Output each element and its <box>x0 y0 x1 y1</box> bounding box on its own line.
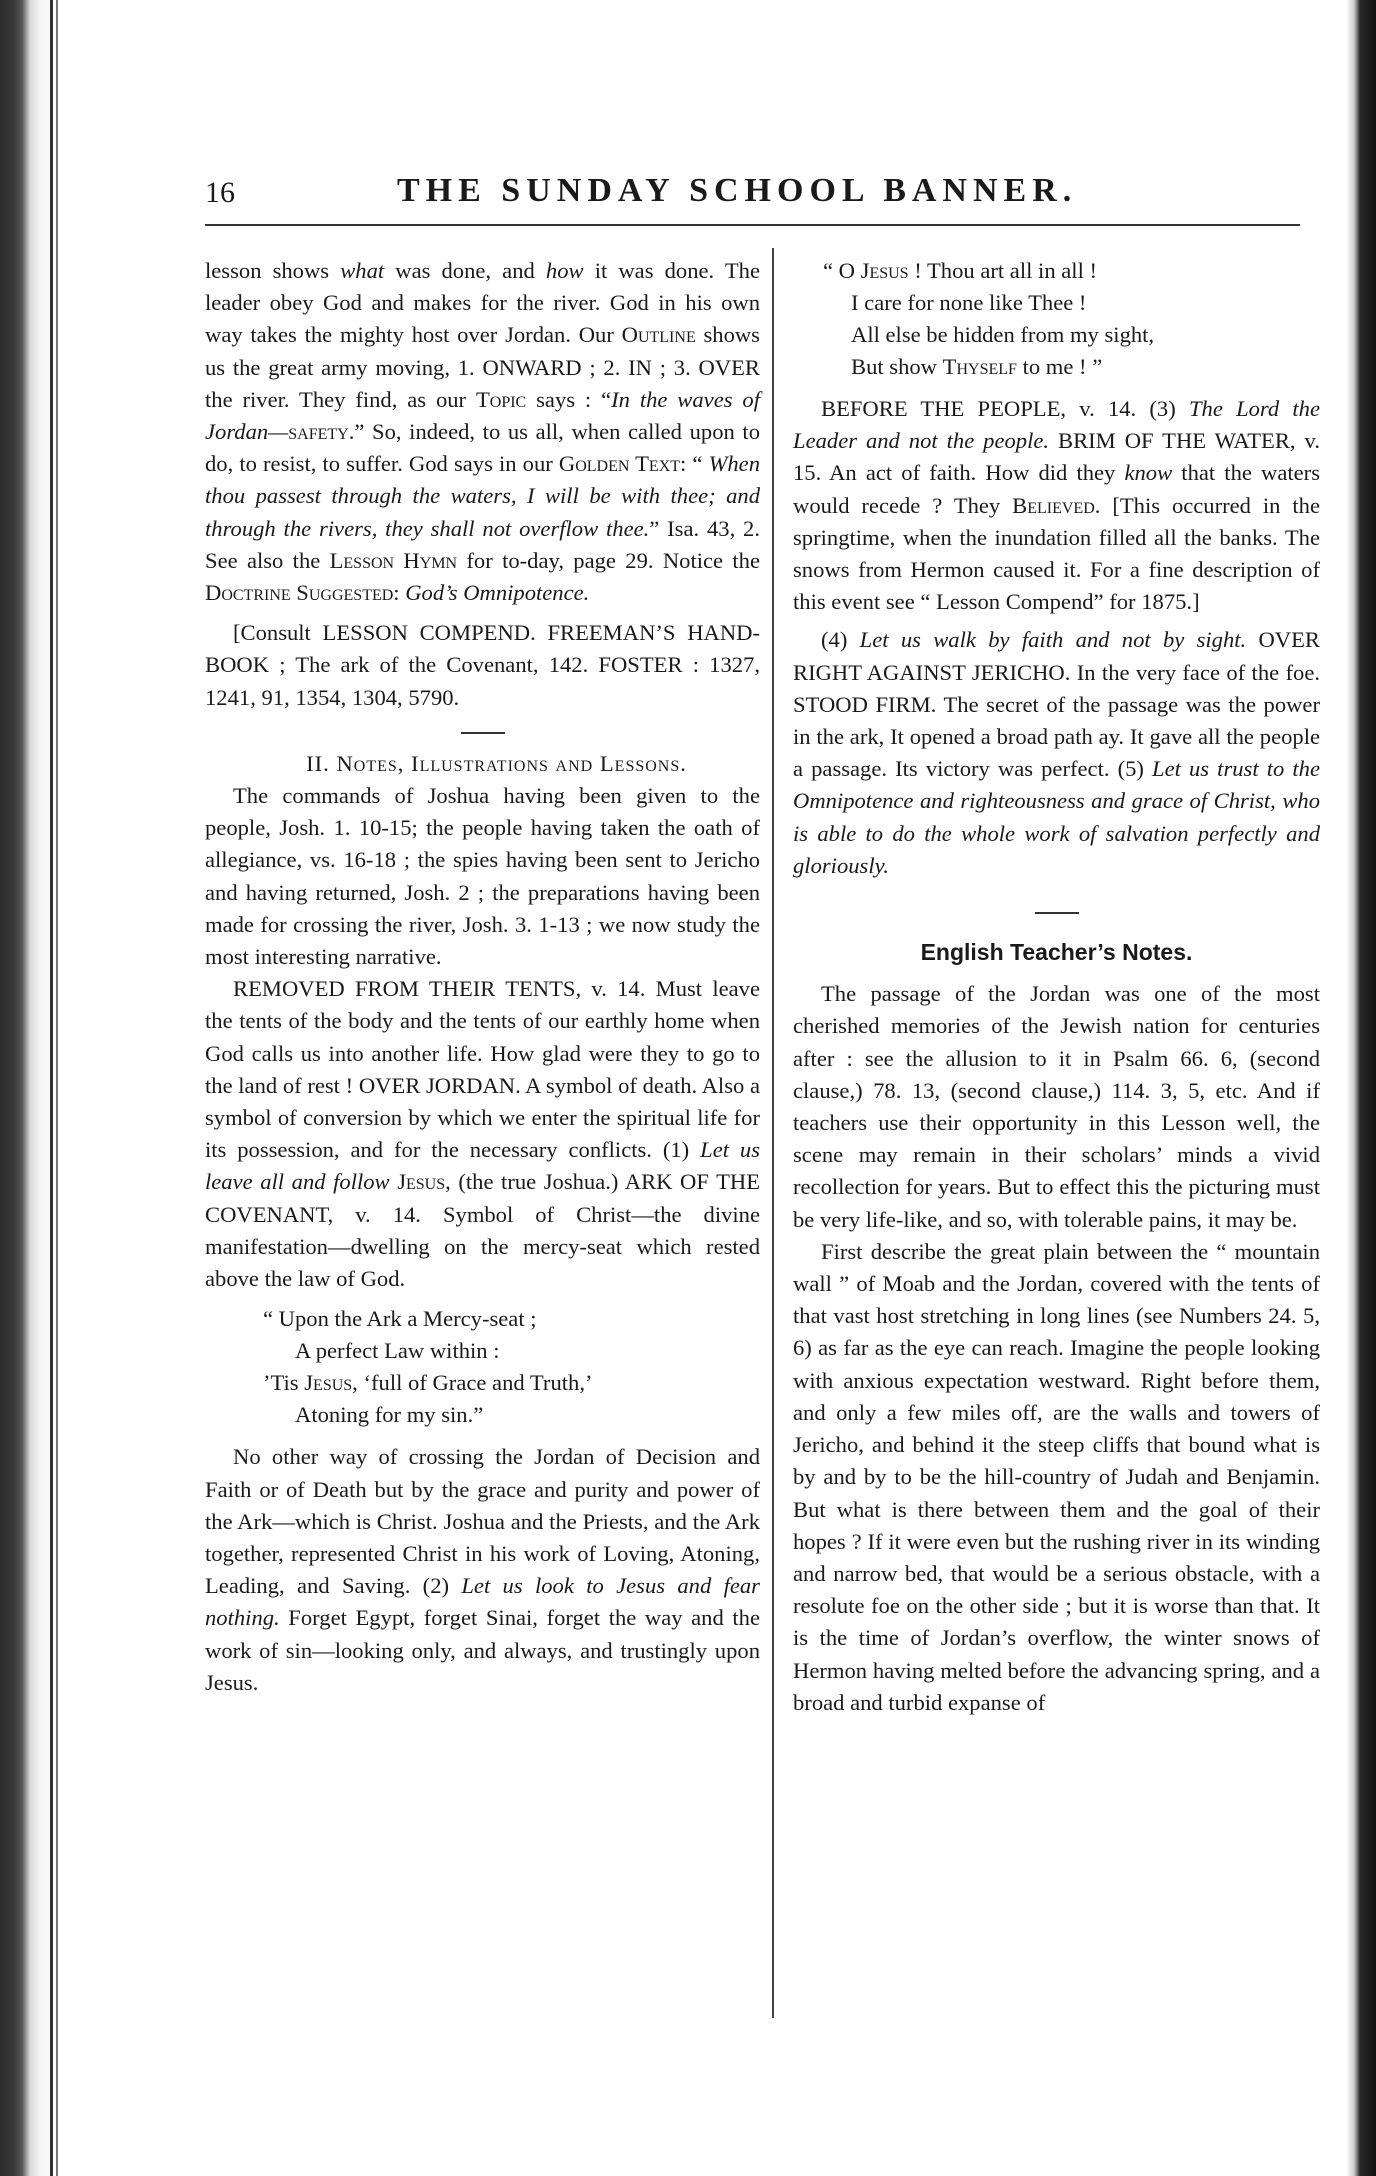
left-column <box>205 255 760 1699</box>
header-rule <box>205 224 1300 226</box>
page-header <box>205 172 1300 224</box>
binding-edge-left <box>0 0 62 2176</box>
section-heading: II. Notes, Illustrations and Lessons. <box>306 750 687 776</box>
removed-paragraph: REMOVED FROM THEIR TENTS, v. 14. Must leave the tents of the body and the tents of our earthly home when God calls us into another life. How glad were they to go to the land of rest ! OVER JORDAN. A symbol of death. Also a symbol of conversion by which we enter the spiritual life for its possession, and for the necessary conflicts. (1) Let us leave all and follow Jesus, (the true Joshua.) ARK OF THE COVENANT, v. 14. Symbol of Christ—the divine manifestation—dwelling on the mercy-seat which rested above the law of God. <box>205 976 760 1292</box>
before-people-paragraph: BEFORE THE PEOPLE, v. 14. (3) The Lord the Leader and not the people. BRIM OF THE WATER, v. 15. An act of faith. How did they know that the waters would recede ? They Believed. [This occurred in the springtime, when the inundation filled all the banks. The snows from Hermon caused it. For a fine description of this event see “ Lesson Compend” for 1875.] <box>793 396 1320 615</box>
right-column <box>793 255 1320 1719</box>
plain-description-paragraph: First describe the great plain between the “ mountain wall ” of Moab and the Jordan, covered with the tents of that vast host stretching in long lines (see Numbers 24. 5, 6) as far as the eye can reach. Imagine the people looking with anxious expectation westward. Right before them, and only a few miles off, are the walls and towers of Jericho, and behind it the steep cliffs that bound what is by and by to be the hill-country of Judah and Benjamin. But what is there between them and the goal of their hopes ? If it were even but the rushing river in its winding and narrow bed, that would be a serious obstacle, with a resolute foe on the other side ; but it is worse than that. It is the time of Jordan’s overflow, the winter snows of Hermon having melted before the advancing spring, and a broad and turbid expanse of <box>793 1238 1320 1715</box>
page-number: 16 <box>205 176 235 209</box>
english-teachers-notes-heading: English Teacher’s Notes. <box>920 939 1193 966</box>
passage-paragraph: The passage of the Jordan was one of the most cherished memories of the Jewish nation for centuries after : see the allusion to it in Psalm 66. 6, (second clause,) 78. 13, (second clause,) 114. 3, 5, etc. And if teachers use their opportunity in this Lesson well, the scene may remain in their scholars’ minds a vivid recollection for years. But to effect this the picturing must be very life-like, and so, with tolerable pains, it may be. <box>793 981 1320 1232</box>
walk-by-faith-paragraph: (4) Let us walk by faith and not by sight. OVER RIGHT AGAINST JERICHO. In the very face of the foe. STOOD FIRM. The secret of the passage was the power in the ark, It opened a broad path ay. It gave all the people a passage. Its victory was perfect. (5) Let us trust to the Omnipotence and righteousness and grace of Christ, who is able to do the whole work of salvation perfectly and gloriously. <box>793 627 1320 878</box>
section-divider <box>461 732 505 734</box>
consult-paragraph: [Consult LESSON COMPEND. FREEMAN’S HAND-BOOK ; The ark of the Covenant, 142. FOSTER : 1327, 1241, 91, 1354, 1304, 5790. <box>205 620 760 710</box>
notes-paragraph: The commands of Joshua having been given to the people, Josh. 1. 10-15; the people having taken the oath of allegiance, vs. 16-18 ; the spies having been sent to Jericho and having returned, Josh. 2 ; the preparations having been made for crossing the river, Josh. 3. 1-13 ; we now study the most interesting narrative. <box>205 783 760 970</box>
hymn-verse-jesus: “ O Jesus ! Thou art all in all ! I care for none like Thee ! All else be hidden from my sight, But show Thyself to me ! ” <box>823 258 1155 379</box>
ark-paragraph: No other way of crossing the Jordan of Decision and Faith or of Death but by the grace and purity and power of the Ark—which is Christ. Joshua and the Priests, and the Ark together, represented Christ in his work of Loving, Atoning, Leading, and Saving. (2) Let us look to Jesus and fear nothing. Forget Egypt, forget Sinai, forget the way and the work of sin—looking only, and always, and trustingly upon Jesus. <box>205 1444 760 1695</box>
binding-edge-right <box>1346 0 1376 2176</box>
lesson-paragraph: lesson shows what was done, and how it was done. The leader obey God and makes for the river. God in his own way takes the mighty host over Jordan. Our Outline shows us the great army moving, 1. ONWARD ; 2. IN ; 3. OVER the river. They find, as our Topic says : “In the waves of Jordan—safety.” So, indeed, to us all, when called upon to do, to resist, to suffer. God says in our Golden Text: “ When thou passest through the waters, I will be with thee; and through the rivers, they shall not overflow thee.” Isa. 43, 2. See also the Lesson Hymn for to-day, page 29. Notice the Doctrine Suggested: God’s Omnipotence. <box>205 258 761 606</box>
column-divider <box>772 248 774 2018</box>
hymn-verse-ark: “ Upon the Ark a Mercy-seat ; A perfect Law within : ’Tis Jesus, ‘full of Grace and Truth,’ Atoning for my sin.” <box>263 1306 593 1428</box>
section-divider <box>1035 912 1079 914</box>
running-title: THE SUNDAY SCHOOL BANNER. <box>397 172 1078 209</box>
